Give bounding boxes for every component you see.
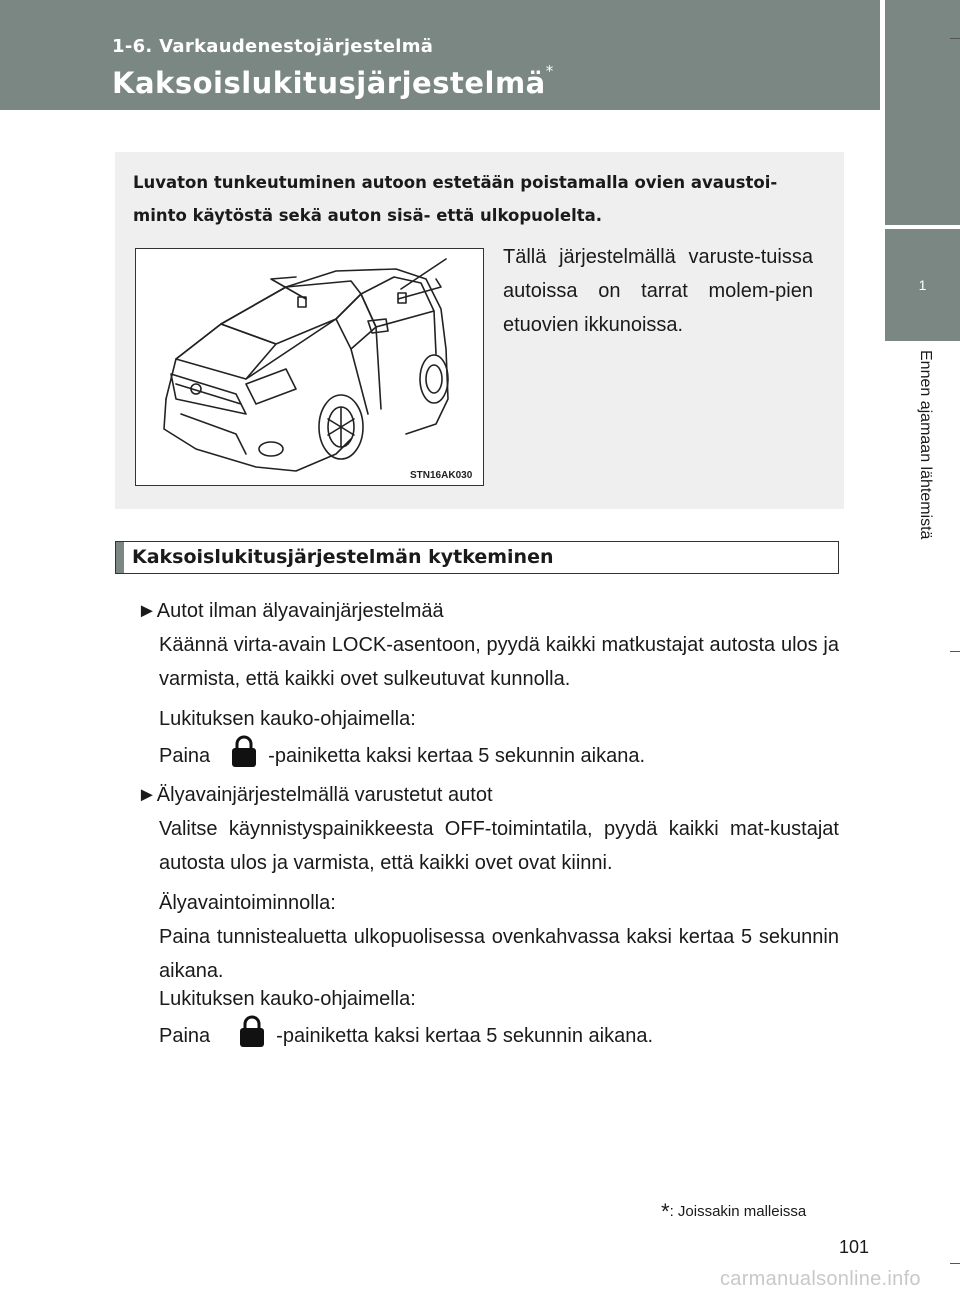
chapter-label: Ennen ajamaan lähtemistä	[917, 350, 934, 540]
smart-key-text: Paina tunnistealuetta ulkopuolisessa ovenkahvassa kaksi kertaa 5 sekunnin aikana.	[159, 926, 839, 982]
page-number: 101	[839, 1237, 870, 1257]
subsection-heading-bar	[116, 542, 124, 573]
chapter-tab	[885, 229, 960, 341]
bullet-text: Älyavainjärjestelmällä varustetut autot	[156, 784, 493, 806]
crop-mark	[950, 1263, 960, 1264]
sticker-note: Tällä järjestelmällä varuste-tuissa autoissa on tarrat molem-pien etuovien ikkunoissa.	[503, 246, 813, 336]
bullet-item	[137, 778, 493, 812]
footnote-text: : Joissakin malleissa	[669, 1203, 807, 1220]
press-line	[159, 734, 839, 779]
method-label: Lukituksen kauko-ohjaimella:	[159, 708, 416, 730]
press-line	[159, 1014, 839, 1059]
subsection-heading	[115, 541, 839, 574]
car-illustration	[135, 248, 484, 486]
press-word: Paina	[159, 744, 211, 767]
triangle-right-icon: ►	[137, 600, 157, 622]
triangle-right-icon: ►	[137, 784, 157, 806]
instruction-text: Valitse käynnistyspainikkeesta OFF-toimintatila, pyydä kaikki mat-kustajat autosta ulos ja varmista, että kaikki ovet ovat kiinni.	[159, 818, 839, 874]
subsection-heading-text: Kaksoislukitusjärjestelmän kytkeminen	[132, 546, 554, 568]
crop-mark	[950, 38, 960, 39]
press-word: Paina	[159, 1024, 211, 1047]
press-rest: -painiketta kaksi kertaa 5 sekunnin aikana.	[276, 1024, 654, 1047]
method-label: Lukituksen kauko-ohjaimella:	[159, 988, 416, 1010]
car-drawing	[136, 249, 483, 485]
press-rest: -painiketta kaksi kertaa 5 sekunnin aikana.	[268, 744, 646, 767]
side-tab-top	[885, 0, 960, 225]
crop-mark	[950, 651, 960, 652]
instruction-text: Käännä virta-avain LOCK-asentoon, pyydä kaikki matkustajat autosta ulos ja varmista, että kaikki ovet sulkeutuvat kunnolla.	[159, 634, 839, 690]
lock-icon	[238, 1014, 266, 1059]
lock-icon	[230, 734, 258, 779]
page-title	[112, 62, 554, 100]
page-title-text: Kaksoislukitusjärjestelmä	[112, 66, 546, 100]
illustration-code: STN16AK030	[410, 470, 473, 481]
intro-text: Luvaton tunkeutuminen autoon estetään poistamalla ovien avaustoi-minto käytöstä sekä auton sisä- että ulkopuolelta.	[133, 173, 778, 225]
bullet-text: Autot ilman älyavainjärjestelmää	[156, 600, 444, 622]
chapter-number: 1	[918, 277, 927, 293]
bullet-item	[137, 594, 444, 628]
watermark: carmanualsonline.info	[720, 1268, 921, 1290]
footnote	[661, 1199, 806, 1225]
title-asterisk: *	[545, 62, 554, 80]
asterisk-icon: *	[661, 1199, 670, 1224]
smart-key-label: Älyavaintoiminnolla:	[159, 892, 336, 914]
section-label: 1-6. Varkaudenestojärjestelmä	[112, 36, 434, 57]
